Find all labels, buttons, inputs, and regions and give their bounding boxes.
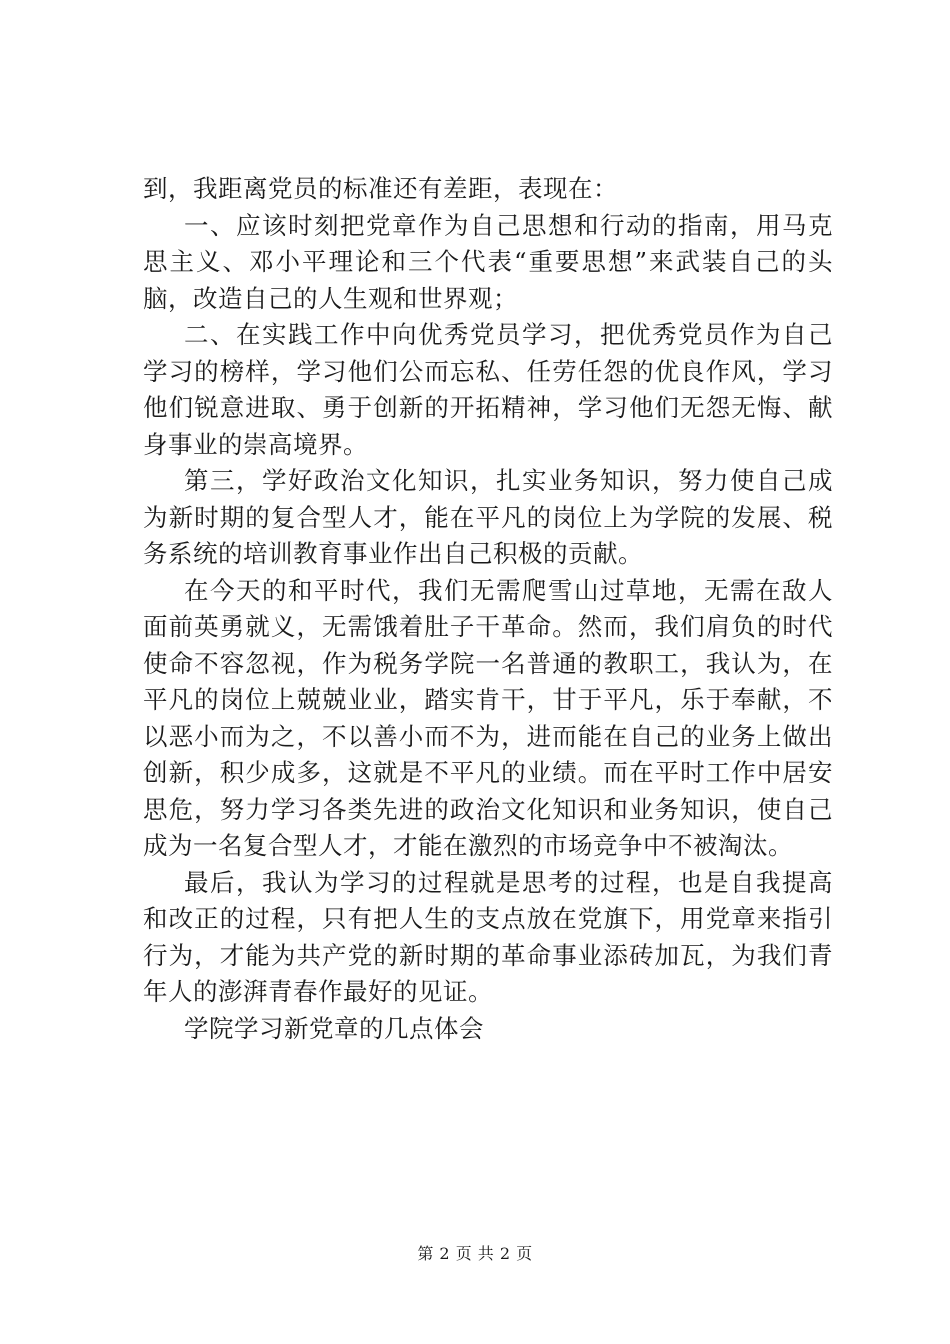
text-line: 一、应该时刻把党章作为自己思想和行动的指南，用马克 [184, 210, 833, 240]
text-line: 他们锐意进取、勇于创新的开拓精神，学习他们无怨无悔、献 [143, 393, 833, 422]
text-line: 年人的澎湃青春作最好的见证。 [143, 977, 493, 1006]
text-line: 最后，我认为学习的过程就是思考的过程，也是自我提高 [184, 867, 833, 897]
text-line: 到，我距离党员的标准还有差距，表现在： [143, 174, 618, 203]
text-line: 思危，努力学习各类先进的政治文化知识和业务知识，使自己 [143, 794, 833, 824]
text-line: 平凡的岗位上兢兢业业，踏实肯干，甘于平凡，乐于奉献，不 [143, 685, 833, 714]
text-line: 二、在实践工作中向优秀党员学习，把优秀党员作为自己 [184, 320, 833, 349]
text-line: 在今天的和平时代，我们无需爬雪山过草地，无需在敌人 [184, 575, 833, 605]
text-line: 和改正的过程，只有把人生的支点放在党旗下，用党章来指引 [143, 904, 833, 933]
text-line: 以恶小而为之，不以善小而不为，进而能在自己的业务上做出 [143, 721, 833, 751]
text-line: 面前英勇就义，无需饿着肚子干革命。然而，我们肩负的时代 [143, 612, 833, 641]
text-line: 第三，学好政治文化知识，扎实业务知识，努力使自己成 [184, 466, 833, 495]
page-footer: 第 2 页 共 2 页 [417, 1244, 533, 1263]
document-body [143, 171, 833, 1047]
text-line: 创新，积少成多，这就是不平凡的业绩。而在平时工作中居安 [143, 758, 833, 787]
text-line: 成为一名复合型人才，才能在激烈的市场竞争中不被淘汰。 [143, 831, 793, 860]
text-line: 为新时期的复合型人才，能在平凡的岗位上为学院的发展、税 [143, 502, 833, 532]
text-line: 务系统的培训教育事业作出自己积极的贡献。 [143, 539, 643, 568]
text-line: 身事业的崇高境界。 [143, 429, 368, 459]
text-line: 学习的榜样，学习他们公而忘私、任劳任怨的优良作风，学习 [143, 356, 833, 386]
text-line: 学院学习新党章的几点体会 [184, 1013, 484, 1043]
text-line: 思主义、邓小平理论和三个代表“重要思想”来武装自己的头 [143, 247, 833, 276]
text-line: 使命不容忽视，作为税务学院一名普通的教职工，我认为，在 [143, 648, 833, 678]
text-line: 行为，才能为共产党的新时期的革命事业添砖加瓦，为我们青 [143, 940, 833, 970]
text-line: 脑，改造自己的人生观和世界观； [143, 283, 518, 313]
